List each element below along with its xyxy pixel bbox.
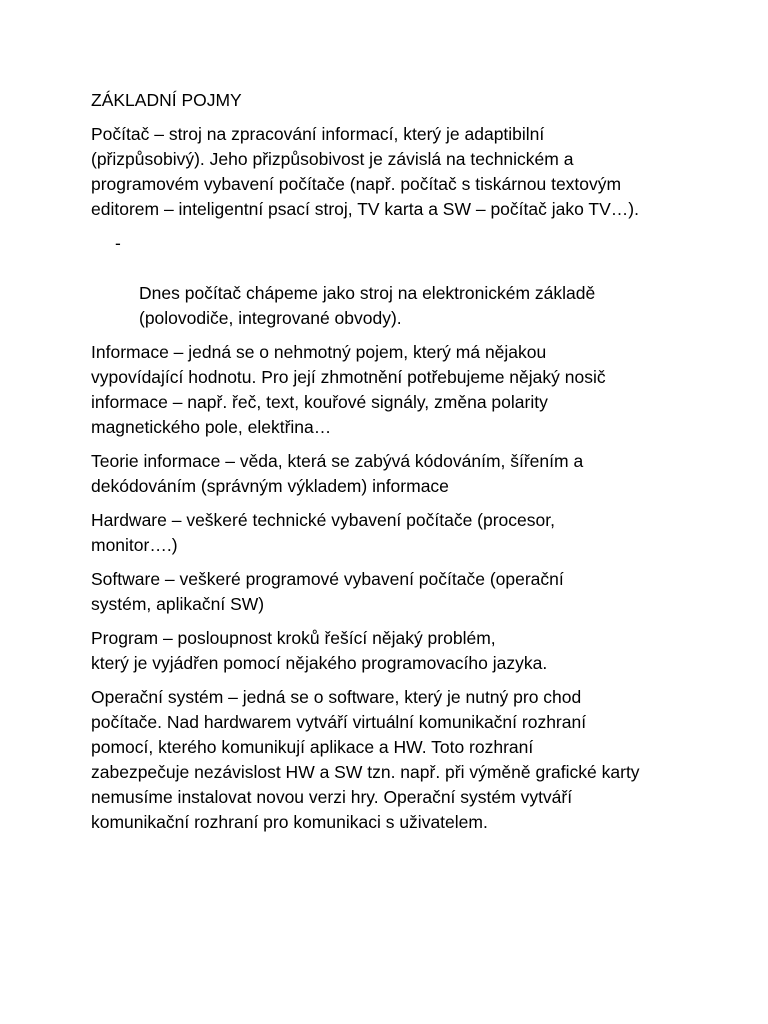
paragraph-teorie-informace: Teorie informace – věda, která se zabývá kódováním, šířením a dekódováním (správným výkladem) informace bbox=[91, 451, 584, 496]
bullet-text: Dnes počítač chápeme jako stroj na elektronickém základě (polovodiče, integrované obvody). bbox=[139, 283, 596, 328]
document-page bbox=[91, 88, 691, 844]
paragraph-hardware: Hardware – veškeré technické vybavení počítače (procesor, monitor….) bbox=[91, 510, 555, 555]
document-heading: ZÁKLADNÍ POJMY bbox=[91, 90, 242, 110]
bullet-dash: - bbox=[115, 233, 121, 253]
bullet-list bbox=[91, 231, 691, 331]
paragraph-informace: Informace – jedná se o nehmotný pojem, který má nějakou vypovídající hodnotu. Pro její zhmotnění potřebujeme nějaký nosič informace – např. řeč, text, kouřové signály, změna polarity magnetického pole, elektřina… bbox=[91, 342, 606, 437]
list-item bbox=[91, 231, 691, 331]
paragraph-program: Program – posloupnost kroků řešící nějaký problém, který je vyjádřen pomocí nějakého programovacího jazyka. bbox=[91, 628, 548, 673]
paragraph-pocitac: Počítač – stroj na zpracování informací, který je adaptibilní (přizpůsobivý). Jeho přizpůsobivost je závislá na technickém a programovém vybavení počítače (např. počítač s tiskárnou textovým editorem – inteligentní psací stroj, TV karta a SW – počítač jako TV…). bbox=[91, 124, 639, 219]
paragraph-operacni-system: Operační systém – jedná se o software, který je nutný pro chod počítače. Nad hardwarem vytváří virtuální komunikační rozhraní pomocí, kterého komunikují aplikace a HW. Toto rozhraní zabezpečuje nezávislost HW a SW tzn. např. při výměně grafické karty nemusíme instalovat novou verzi hry. Operační systém vytváří komunikační rozhraní pro komunikaci s uživatelem. bbox=[91, 687, 640, 832]
paragraph-software: Software – veškeré programové vybavení počítače (operační systém, aplikační SW) bbox=[91, 569, 564, 614]
